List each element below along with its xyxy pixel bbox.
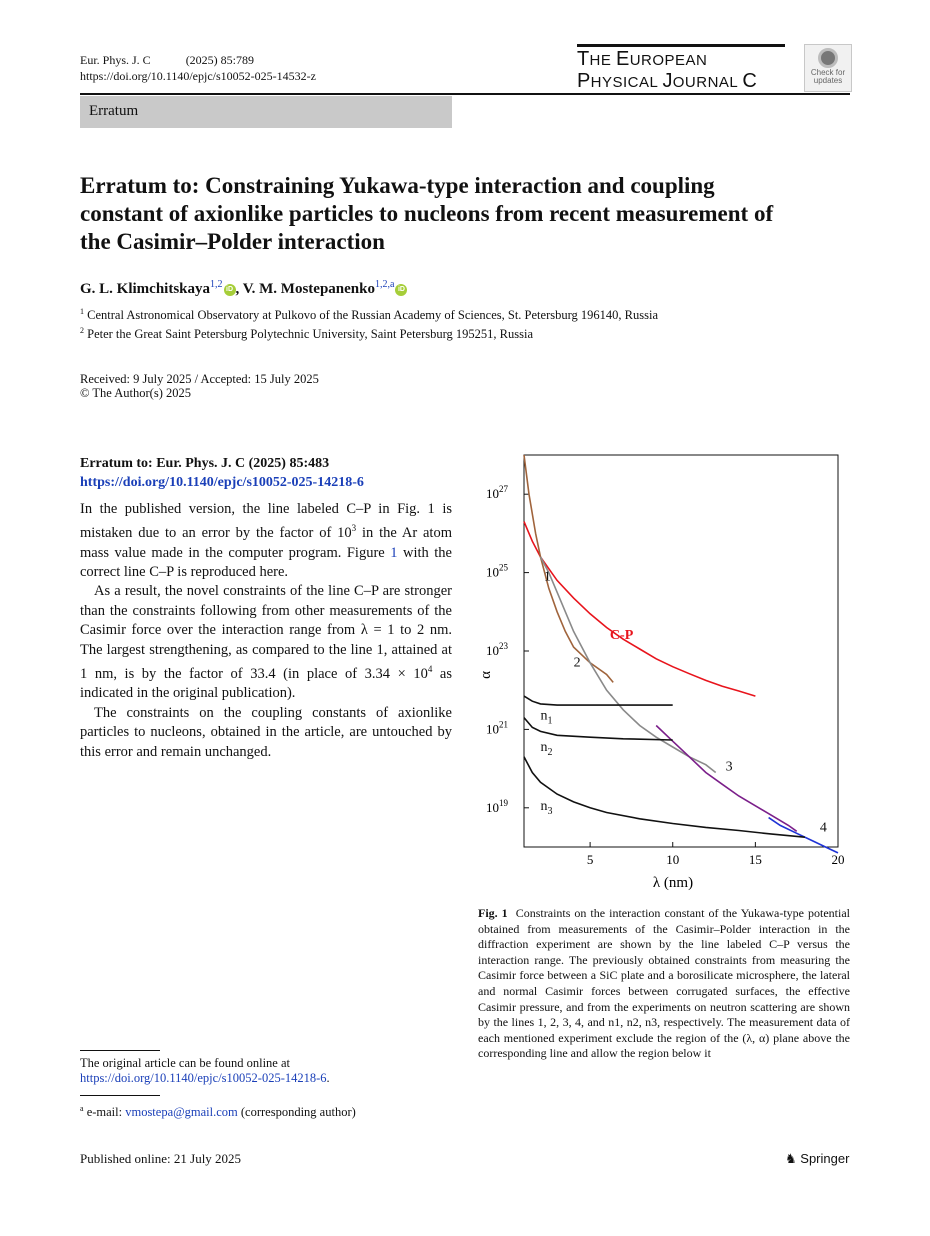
series-label-2: 2: [573, 655, 581, 671]
article-title: Erratum to: Constraining Yukawa-type interaction and coupling constant of axionlike particles to nucleons from recent measurement of the Casimir–Polder interaction: [80, 173, 774, 254]
erratum-heading: Erratum to: Eur. Phys. J. C (2025) 85:483: [80, 456, 330, 471]
original-article-link[interactable]: https://doi.org/10.1140/epjc/s10052-025-14218-6: [80, 1071, 327, 1085]
series-label-c-p: C-P: [609, 628, 634, 644]
series-line-1: [524, 455, 613, 682]
article-type-label: Erratum: [89, 103, 139, 119]
author-name[interactable]: V. M. Mostepanenko: [242, 281, 375, 297]
copyright-notice: © The Author(s) 2025: [80, 386, 191, 400]
article-dates: [80, 372, 319, 400]
series-label-1: 1: [543, 569, 551, 585]
figure-1-chart: [470, 450, 850, 900]
plot-frame: [524, 455, 838, 847]
x-tick-label: 20: [831, 852, 845, 867]
paragraph-2: As a result, the novel constraints of the line C–P are stronger than the constraints following from other measurements of the Casimir force over the interaction range from λ = 1 to 2 nm. The largest strengthening, as compared to the line 1, attained at 1 nm, is by the factor of 33.4 (in place of $3.34 \times 10^4$ as indicated in the original publication).: [80, 583, 452, 702]
y-tick-label: $10^{23}$: [486, 641, 508, 658]
orcid-icon[interactable]: iD: [224, 284, 236, 296]
series-label-3: 3: [725, 759, 733, 775]
received-accepted-dates: Received: 9 July 2025 / Accepted: 15 July 2025: [80, 372, 319, 386]
author-affiliation-marks[interactable]: 1,2: [210, 279, 223, 290]
check-updates-label-2: updates: [813, 76, 843, 85]
footnote-divider: [80, 1095, 160, 1096]
published-date: Published online: 21 July 2025: [80, 1151, 242, 1166]
publisher-name: Springer: [800, 1151, 850, 1166]
x-axis-label: λ (nm): [652, 875, 694, 891]
affiliations: [80, 304, 658, 342]
corresponding-author-footnote: $^a$ e-mail: vmostepa@gmail.com (corresponding author): [80, 1104, 356, 1120]
author-email-link[interactable]: vmostepa@gmail.com: [125, 1105, 238, 1120]
brand-line-2: PHYSICAL JOURNAL C: [577, 70, 758, 92]
series-label-4: 4: [819, 820, 827, 836]
series-line-n1: [524, 696, 673, 705]
affiliation-item: $^2$ Peter the Great Saint Petersburg Polytechnic University, Saint Petersburg 195251, Russia: [80, 326, 534, 342]
affiliation-item: $^1$ Central Astronomical Observatory at Pulkovo of the Russian Academy of Sciences, St. Petersburg 196140, Russia: [80, 307, 658, 323]
header-rule: [80, 93, 850, 95]
brand-line-1: THE EUROPEAN: [577, 48, 708, 70]
y-tick-label: $10^{21}$: [486, 719, 508, 737]
x-tick-label: 5: [586, 852, 594, 867]
orcid-icon[interactable]: iD: [395, 284, 407, 296]
author-separator: ,: [235, 281, 243, 297]
citation: (2025) 85:789: [185, 53, 255, 67]
paragraph-1: In the published version, the line labeled C–P in Fig. 1 is mistaken due to an error by the factor of $10^3$ in the Ar atom mass value made in the computer program. Figure 1 with the correct line C–P is reproduced here.: [80, 501, 452, 581]
series-line-3: [656, 726, 797, 832]
series-label-n1: $n_1$: [540, 708, 553, 727]
paragraph-3: The constraints on the coupling constants of axionlike particles to nucleons, obtained in the article, are untouched by this error and remain unchanged.: [80, 704, 452, 760]
figure-caption-text: Constraints on the interaction constant of the Yukawa-type potential obtained from measurements of the Casimir–Polder interaction in the diffraction experiment are shown by the line labeled C–P versus the interaction range. The previously obtained constraints from measuring the Casimir force between a SiC plate and a borosilicate microsphere, the lateral and normal Casimir forces between corrugated surfaces, the effective Casimir pressure, and from the experiments on neutron scattering are shown by the lines 1, 2, 3, 4, and n1, n2, n3, respectively. The measurement data of each mentioned experiment exclude the region of the (λ, α) plane above the corresponding line and allow the region below it: [478, 906, 851, 1061]
x-tick-label: 10: [666, 852, 680, 867]
article-type-banner: [80, 96, 452, 128]
figure-caption-label: Fig. 1: [478, 906, 508, 920]
author-list: [80, 279, 407, 298]
series-line-2: [541, 557, 716, 773]
springer-horse-icon: ♞: [785, 1151, 797, 1166]
x-tick-label: 15: [748, 852, 762, 867]
check-for-updates-badge[interactable]: [804, 44, 852, 92]
author-name[interactable]: G. L. Klimchitskaya: [80, 281, 211, 297]
footnote-divider: [80, 1050, 160, 1051]
series-label-n3: $n_3$: [540, 798, 553, 817]
series-labels: [541, 569, 827, 835]
figure-caption: [478, 906, 850, 1062]
series-line-c-p: [524, 522, 755, 697]
journal-short-name: Eur. Phys. J. C: [80, 53, 151, 67]
journal-citation: [80, 52, 316, 68]
body-text-column: [80, 454, 452, 762]
journal-header: [80, 52, 316, 84]
publisher-logo[interactable]: [785, 1151, 849, 1167]
series-line-n3: [524, 757, 805, 837]
journal-brand-logo: [577, 44, 785, 93]
original-article-footnote: The original article can be found online at https://doi.org/10.1140/epjc/s10052-025-14218-6.: [80, 1056, 330, 1085]
y-axis-label: α: [478, 671, 494, 679]
series-layer: [524, 455, 838, 853]
series-label-n2: $n_2$: [540, 739, 553, 758]
author-affiliation-marks[interactable]: 1,2,a: [374, 279, 395, 290]
erratum-doi-link[interactable]: https://doi.org/10.1140/epjc/s10052-025-14218-6: [80, 475, 364, 490]
y-tick-label: $10^{25}$: [486, 562, 508, 580]
y-tick-label: $10^{27}$: [486, 484, 508, 502]
erratum-reference: [80, 454, 452, 492]
article-doi-link[interactable]: https://doi.org/10.1140/epjc/s10052-025-14532-z: [80, 69, 316, 83]
figure-reference-link[interactable]: 1: [390, 544, 398, 561]
check-updates-icon: [818, 48, 838, 68]
check-updates-label-1: Check for: [810, 68, 846, 77]
y-tick-label: $10^{19}$: [486, 797, 508, 815]
